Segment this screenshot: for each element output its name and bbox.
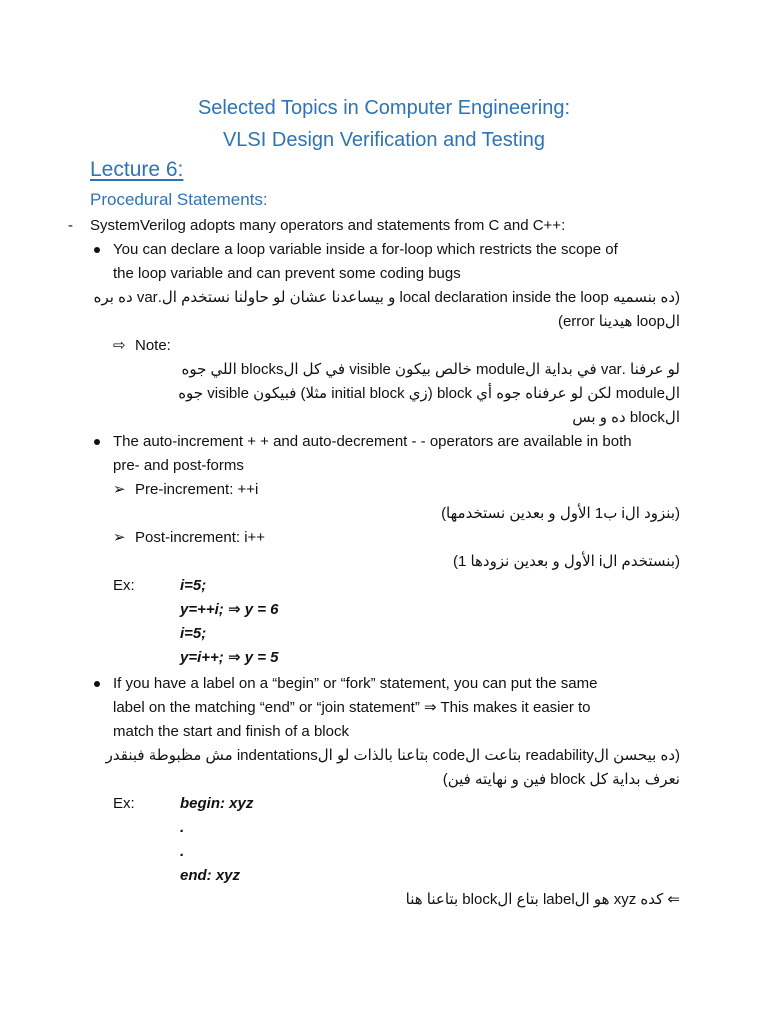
bullet1-arabic-line2: الloop هيدينا error) — [557, 313, 680, 330]
example-label: Ex: — [113, 795, 135, 812]
code-line: i=5; — [180, 577, 207, 594]
code-line: end: xyz — [180, 867, 241, 884]
pre-increment-arabic: (بنزود الi ب1 الأول و بعدين نستخدمها) — [441, 505, 680, 522]
bullet2-line1: The auto-increment + + and auto-decrement - - operators are available in both — [113, 433, 632, 450]
bullet3-arabic-line3: ⇐ كده xyz هو الlabel بتاع الblock بتاعنا هنا — [405, 891, 680, 908]
document-title-line1: Selected Topics in Computer Engineering: — [197, 97, 571, 119]
arrowhead-icon: ➢ — [113, 481, 126, 498]
pre-increment-label: Pre-increment: ++i — [135, 481, 259, 498]
code-line: . — [180, 819, 185, 836]
bullet1-line1: You can declare a loop variable inside a for-loop which restricts the scope of — [113, 241, 618, 258]
code-line: i=5; — [180, 625, 207, 642]
bullet-icon — [94, 439, 100, 445]
code-line: . — [180, 843, 185, 860]
document-title-line2: VLSI Design Verification and Testing — [222, 129, 546, 151]
code-line: y=++i; ⇒ y = 6 — [180, 601, 279, 618]
bullet1-line2: the loop variable and can prevent some coding bugs — [113, 265, 461, 282]
note-arabic-line3: الblock ده و بس — [572, 409, 680, 426]
code-line: begin: xyz — [180, 795, 254, 812]
bullet3-arabic-line1: (ده بيحسن الreadability بتاعت الcode بتاعنا بالذات لو الindentations مش مظبوطة فبنقدر — [105, 747, 680, 764]
section-heading: Procedural Statements: — [90, 190, 268, 209]
bullet1-arabic-line1: (ده بنسميه local declaration inside the loop و بيساعدنا عشان لو حاولنا نستخدم ال.var ده بره — [93, 289, 680, 306]
intro-text: SystemVerilog adopts many operators and statements from C and C++: — [90, 217, 566, 234]
note-arabic-line2: الmodule لكن لو عرفناه جوه أي block (زي initial block مثلا) فبيكون visible جوه — [178, 385, 680, 402]
bullet2-line2: pre- and post-forms — [113, 457, 244, 474]
bullet3-arabic-line2: نعرف بداية كل block فين و نهايته فين) — [442, 771, 680, 788]
bullet-icon — [94, 247, 100, 253]
example-label: Ex: — [113, 577, 135, 594]
arrowhead-icon: ➢ — [113, 529, 126, 546]
post-increment-arabic: (بنستخدم الi الأول و بعدين نزودها 1) — [452, 553, 680, 570]
post-increment-label: Post-increment: i++ — [135, 529, 266, 546]
note-arrow-icon: ⇨ — [113, 337, 126, 354]
bullet-icon — [94, 681, 100, 687]
bullet3-line3: match the start and finish of a block — [113, 723, 349, 740]
note-arabic-line1: لو عرفنا .var في بداية الmodule خالص بيكون visible في كل الblocks اللي جوه — [181, 361, 680, 378]
bullet3-line2: label on the matching “end” or “join statement” ⇒ This makes it easier to — [113, 699, 591, 716]
code-line: y=i++; ⇒ y = 5 — [180, 649, 279, 666]
bullet3-line1: If you have a label on a “begin” or “fork” statement, you can put the same — [113, 675, 598, 692]
note-label: Note: — [135, 337, 171, 354]
lecture-heading: Lecture 6: — [90, 158, 184, 181]
dash-marker: - — [68, 217, 73, 234]
